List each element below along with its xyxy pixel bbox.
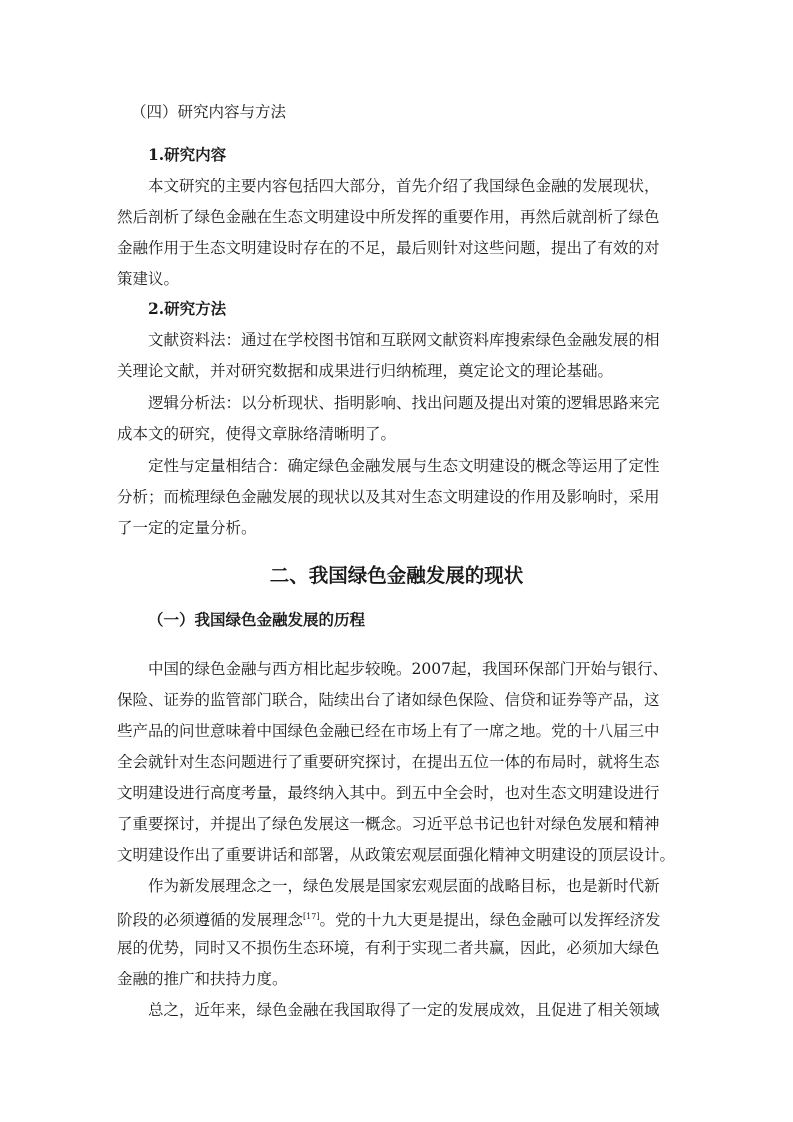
paragraph-line: 了重要探讨，并提出了绿色发展这一概念。习近平总书记也针对绿色发展和精神: [117, 815, 660, 833]
paragraph-text: 。党的十九大更是提出，绿色金融可以发挥经济发: [319, 911, 661, 929]
citation-marker[interactable]: [17]: [303, 912, 320, 921]
paragraph-line: 文明建设进行高度考量，最终纳入其中。到五中全会时，也对生态文明建设进行: [117, 784, 660, 802]
paragraph-line: 中国的绿色金融与西方相比起步较晚。2007起，我国环保部门开始与银行、: [148, 660, 668, 678]
section-heading-development-history: （一）我国绿色金融发展的历程: [148, 610, 366, 629]
paragraph-line: 保险、证券的监管部门联合，陆续出台了诸如绿色保险、信贷和证券等产品，这: [117, 691, 660, 709]
subheading-research-methods: 2.研究方法: [148, 299, 227, 318]
paragraph-line: 逻辑分析法：以分析现状、指明影响、找出问题及提出对策的逻辑思路来完: [148, 394, 660, 412]
chapter-title: 二、我国绿色金融发展的现状: [269, 564, 524, 587]
paragraph-line: 金融作用于生态文明建设时存在的不足，最后则针对这些问题，提出了有效的对: [117, 239, 660, 257]
paragraph-line: 展的优势，同时又不损伤生态环境，有利于实现二者共赢，因此，必须加大绿色: [117, 939, 660, 957]
paragraph-line: 然后剖析了绿色金融在生态文明建设中所发挥的重要作用，再然后就剖析了绿色: [117, 208, 660, 226]
paragraph-line: 定性与定量相结合：确定绿色金融发展与生态文明建设的概念等运用了定性: [148, 457, 660, 475]
paragraph-line: 些产品的问世意味着中国绿色金融已经在市场上有了一席之地。党的十八届三中: [117, 722, 660, 740]
paragraph-line-with-citation: [117, 907, 660, 930]
paragraph-line: 关理论文献，并对研究数据和成果进行归纳梳理，奠定论文的理论基础。: [117, 362, 614, 380]
subheading-research-content: 1.研究内容: [148, 145, 227, 164]
paragraph-line: 本文研究的主要内容包括四大部分，首先介绍了我国绿色金融的发展现状，: [148, 177, 660, 195]
paragraph-line: 策建议。: [117, 270, 180, 288]
paragraph-line: 总之，近年来，绿色金融在我国取得了一定的发展成效，且促进了相关领域: [148, 1001, 660, 1019]
paragraph-line: 文明建设作出了重要讲话和部署，从政策宏观层面强化精神文明建设的顶层设计。: [117, 846, 676, 864]
paragraph-line: 作为新发展理念之一，绿色发展是国家宏观层面的战略目标，也是新时代新: [148, 877, 660, 895]
paragraph-line: 全会就针对生态问题进行了重要研究探讨，在提出五位一体的布局时，就将生态: [117, 753, 660, 771]
paragraph-line: 分析；而梳理绿色金融发展的现状以及其对生态文明建设的作用及影响时，采用: [117, 488, 660, 506]
paragraph-line: 金融的推广和扶持力度。: [117, 970, 288, 988]
paragraph-line: 了一定的定量分析。: [117, 519, 257, 537]
paragraph-line: 成本文的研究，使得文章脉络清晰明了。: [117, 425, 397, 443]
paragraph-text: 阶段的必须遵循的发展理念: [117, 911, 304, 929]
paragraph-line: 文献资料法：通过在学校图书馆和互联网文献资料库搜索绿色金融发展的相: [148, 331, 660, 349]
section-heading-research-content-methods: （四）研究内容与方法: [131, 103, 287, 121]
